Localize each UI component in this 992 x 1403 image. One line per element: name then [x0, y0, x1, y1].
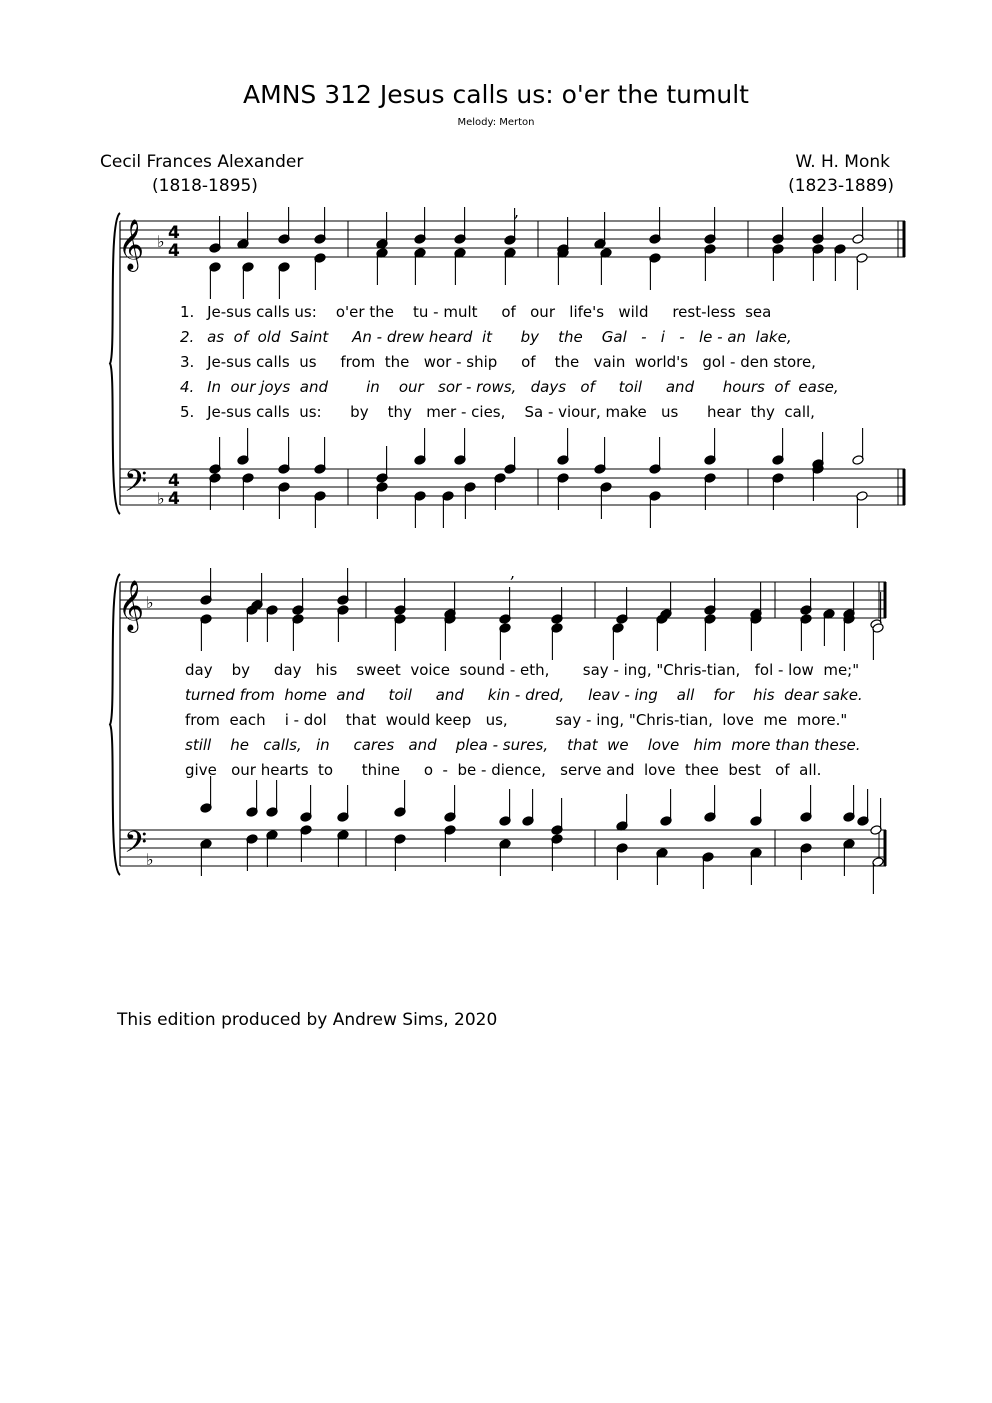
author-dates: (1818-1895) [152, 176, 258, 196]
treble-clef: 𝄞 [118, 219, 145, 270]
verse-number: 5. [180, 403, 195, 421]
breath-mark: , [510, 563, 516, 582]
verse-text: In our joys and in our sor - rows, days of toil and hours of ease, [207, 378, 839, 396]
verse-line [180, 300, 771, 325]
verse-line [180, 375, 839, 400]
verse-text: Je-sus calls us: by thy mer - cies, Sa - viour, make us hear thy call, [207, 403, 815, 421]
verse-number: 4. [180, 378, 195, 396]
verse-line: still he calls, in cares and plea - sures, that we love him more than these. [185, 736, 861, 754]
treble-clef: 𝄞 [118, 580, 145, 631]
flat-sign: ♭ [157, 232, 165, 251]
verse-line: day by day his sweet voice sound - eth, say - ing, "Chris-tian, fol - low me;" [185, 661, 860, 679]
breath-mark: , [514, 202, 520, 221]
time-signature: 4 [168, 471, 180, 491]
hymn-title: AMNS 312 Jesus calls us: o'er the tumult [243, 80, 749, 109]
composer-dates: (1823-1889) [788, 176, 894, 196]
flat-sign: ♭ [146, 593, 154, 612]
verse-line [180, 400, 815, 425]
verse-line: turned from home and toil and kin - dred, leav - ing all for his dear sake. [185, 686, 863, 704]
verse-number: 3. [180, 353, 195, 371]
verse-text: Je-sus calls us from the wor - ship of the vain world's gol - den store, [207, 353, 816, 371]
author-name: Cecil Frances Alexander [100, 152, 304, 172]
verse-text: as of old Saint An - drew heard it by the Gal - i - le - an lake, [207, 328, 792, 346]
composer-name: W. H. Monk [795, 152, 890, 172]
verse-line: from each i - dol that would keep us, say - ing, "Chris-tian, love me more." [185, 711, 848, 729]
bass-clef: 𝄢 [124, 826, 148, 867]
verse-line: give our hearts to thine o - be - dience, serve and love thee best of all. [185, 761, 822, 779]
verse-text: Je-sus calls us: o'er the tu - mult of our life's wild rest-less sea [207, 303, 772, 321]
verse-line [180, 350, 816, 375]
time-signature: 4 [168, 241, 180, 261]
verse-number: 1. [180, 303, 195, 321]
verse-line [180, 325, 792, 350]
flat-sign: ♭ [146, 850, 154, 869]
bass-clef: 𝄢 [124, 465, 148, 506]
verse-number: 2. [180, 328, 195, 346]
time-signature: 4 [168, 223, 180, 243]
flat-sign: ♭ [157, 489, 165, 508]
melody-name: Melody: Merton [457, 117, 535, 128]
time-signature: 4 [168, 489, 180, 509]
edition-footer: This edition produced by Andrew Sims, 2020 [117, 1010, 498, 1030]
